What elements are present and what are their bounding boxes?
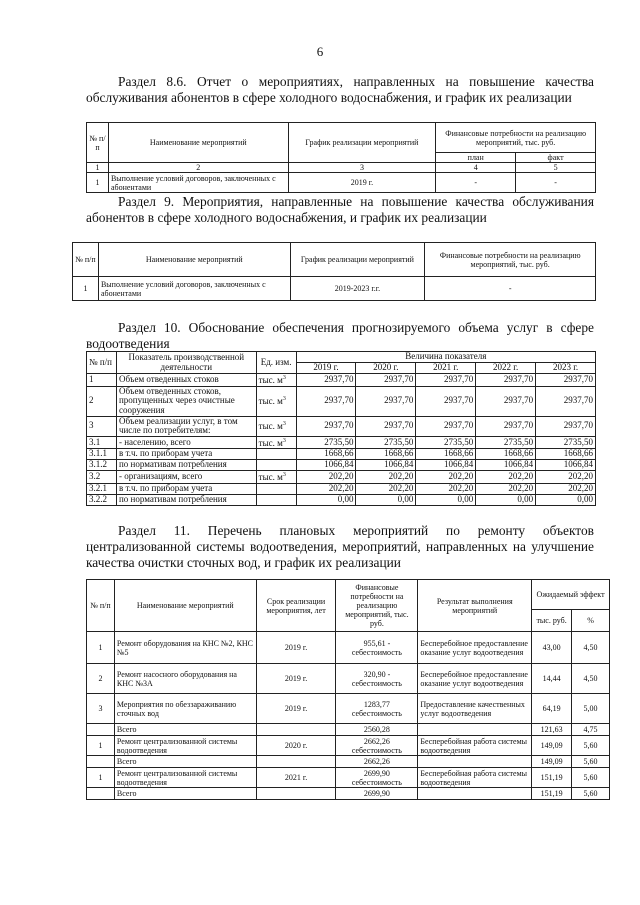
cell-result <box>418 756 532 768</box>
col-number: 2 <box>108 163 288 173</box>
table-row <box>87 460 596 471</box>
col-number: 1 <box>87 163 109 173</box>
cell-finance: 2662,26 себестоимость <box>336 736 418 756</box>
cell-term: 2019 г. <box>256 694 336 724</box>
cell-num: 1 <box>73 277 99 301</box>
table-row <box>87 736 610 756</box>
cell-name: Всего <box>114 724 256 736</box>
cell-value: 1668,66 <box>536 449 596 460</box>
cell-value: 2937,70 <box>416 374 476 387</box>
header-name: Наименование мероприятий <box>114 580 256 632</box>
cell-unit: тыс. $м^3$ <box>256 436 296 449</box>
header-plan: план <box>436 153 516 163</box>
cell-num: 3.2.2 <box>87 494 117 505</box>
cell-plan: - <box>436 173 516 193</box>
cell-finance: 2699,90 себестоимость <box>336 768 418 788</box>
cell-unit <box>256 494 296 505</box>
cell-value: 1066,84 <box>416 460 476 471</box>
table-row <box>87 386 596 416</box>
cell-finance: 2560,28 <box>336 724 418 736</box>
cell-effect-rub: 121,63 <box>532 724 572 736</box>
cell-term <box>256 756 336 768</box>
cell-effect-rub: 43,00 <box>532 632 572 664</box>
header-num: № п/п <box>73 243 99 277</box>
cell-unit <box>256 460 296 471</box>
cell-value: 1668,66 <box>356 449 416 460</box>
table-row <box>87 694 610 724</box>
cell-value: 202,20 <box>476 471 536 484</box>
table-section-10 <box>86 351 596 506</box>
cell-num: 3 <box>87 416 117 436</box>
cell-name: Ремонт оборудования на КНС №2, КНС №5 <box>114 632 256 664</box>
cell-value: 202,20 <box>416 471 476 484</box>
cell-value: 1066,84 <box>536 460 596 471</box>
cell-name: Всего <box>114 788 256 800</box>
cell-name: Выполнение условий договоров, заключенных с абонентами <box>108 173 288 193</box>
cell-value: 2937,70 <box>476 374 536 387</box>
header-name: Наименование мероприятий <box>108 123 288 163</box>
cell-indicator: - организациям, всего <box>116 471 256 484</box>
cell-num: 1 <box>87 173 109 193</box>
table-row <box>87 483 596 494</box>
cell-value: 2937,70 <box>536 386 596 416</box>
header-num: № п/п <box>87 123 109 163</box>
header-schedule: График реализации мероприятий <box>288 123 436 163</box>
table-row <box>87 436 596 449</box>
cell-value: 2937,70 <box>296 386 356 416</box>
cell-finance: 2662,26 <box>336 756 418 768</box>
cell-effect-rub: 14,44 <box>532 664 572 694</box>
cell-indicator: в т.ч. по приборам учета <box>116 449 256 460</box>
cell-effect-pct: 5,60 <box>572 756 610 768</box>
header-num: № п/п <box>87 352 117 374</box>
cell-result: Бесперебойная работа системы водоотведения <box>418 736 532 756</box>
cell-result: Бесперебойное предоставление оказание услуг водоотведения <box>418 632 532 664</box>
cell-unit: тыс. $м^3$ <box>256 471 296 484</box>
table-row <box>87 788 610 800</box>
cell-num: 1 <box>87 736 115 756</box>
table-row <box>87 664 610 694</box>
cell-value: 0,00 <box>536 494 596 505</box>
cell-unit: тыс. $м^3$ <box>256 374 296 387</box>
table-row <box>73 277 596 301</box>
cell-value: 2937,70 <box>296 416 356 436</box>
cell-value: 2937,70 <box>416 416 476 436</box>
cell-value: 202,20 <box>536 483 596 494</box>
cell-effect-rub: 149,09 <box>532 756 572 768</box>
cell-term: 2021 г. <box>256 768 336 788</box>
cell-value: 0,00 <box>356 494 416 505</box>
cell-name: Всего <box>114 756 256 768</box>
col-number: 3 <box>288 163 436 173</box>
table-row <box>87 374 596 387</box>
header-name: Наименование мероприятий <box>98 243 290 277</box>
cell-effect-pct: 5,00 <box>572 694 610 724</box>
cell-value: 2735,50 <box>296 436 356 449</box>
cell-term: 2020 г. <box>256 736 336 756</box>
cell-value: 202,20 <box>356 471 416 484</box>
cell-value: 1066,84 <box>356 460 416 471</box>
cell-value: 202,20 <box>416 483 476 494</box>
table-section-9 <box>72 242 596 301</box>
cell-schedule: 2019-2023 г.г. <box>290 277 425 301</box>
cell-value: 1066,84 <box>296 460 356 471</box>
cell-effect-pct: 5,60 <box>572 788 610 800</box>
table-row <box>87 449 596 460</box>
header-indicator: Показатель производственной деятельности <box>116 352 256 374</box>
cell-term: 2019 г. <box>256 632 336 664</box>
cell-effect-rub: 151,19 <box>532 768 572 788</box>
cell-indicator: в т.ч. по приборам учета <box>116 483 256 494</box>
cell-finance: 1283,77 себестоимость <box>336 694 418 724</box>
table-row <box>87 768 610 788</box>
cell-finance: 955,61 - себестоимость <box>336 632 418 664</box>
cell-finance: 2699,90 <box>336 788 418 800</box>
section-9-heading: Раздел 9. Мероприятия, направленные на повышение качества обслуживания абонентов в сфере холодного водоснабжения, и график их реализации <box>86 194 594 225</box>
cell-effect-pct: 4,50 <box>572 632 610 664</box>
cell-effect-rub: 151,19 <box>532 788 572 800</box>
cell-result: Бесперебойная работа системы водоотведения <box>418 768 532 788</box>
cell-num <box>87 756 115 768</box>
cell-num: 3.2 <box>87 471 117 484</box>
header-year: 2022 г. <box>476 363 536 374</box>
cell-value: 2735,50 <box>536 436 596 449</box>
table-row <box>87 632 610 664</box>
cell-effect-pct: 4,50 <box>572 664 610 694</box>
header-unit: Ед. изм. <box>256 352 296 374</box>
cell-schedule: 2019 г. <box>288 173 436 193</box>
header-effect-rub: тыс. руб. <box>532 610 572 632</box>
header-year: 2021 г. <box>416 363 476 374</box>
cell-value: 2937,70 <box>536 416 596 436</box>
cell-effect-pct: 5,60 <box>572 736 610 756</box>
header-finance: Финансовые потребности на реализацию мероприятий, тыс. руб. <box>336 580 418 632</box>
header-fact: факт <box>516 153 596 163</box>
cell-value: 202,20 <box>296 471 356 484</box>
cell-value: 1066,84 <box>476 460 536 471</box>
table-row <box>87 416 596 436</box>
cell-num: 2 <box>87 664 115 694</box>
cell-value: 2937,70 <box>416 386 476 416</box>
header-num: № п/п <box>87 580 115 632</box>
cell-result: Бесперебойное предоставление оказание услуг водоотведения <box>418 664 532 694</box>
cell-unit <box>256 483 296 494</box>
page-number: 6 <box>316 44 324 59</box>
cell-name: Ремонт централизованной системы водоотведения <box>114 736 256 756</box>
section-11-heading: Раздел 11. Перечень плановых мероприятий по ремонту объектов централизованной системы водоотведения, мероприятий, направленных на улучшение качества очистки сточных вод, и график их реализации <box>86 523 594 570</box>
cell-indicator: по нормативам потребления <box>116 460 256 471</box>
cell-value: 2937,70 <box>476 416 536 436</box>
cell-num: 3.1.1 <box>87 449 117 460</box>
cell-value: 2735,50 <box>476 436 536 449</box>
cell-value: 2937,70 <box>356 416 416 436</box>
cell-result <box>418 788 532 800</box>
cell-num: 3 <box>87 694 115 724</box>
cell-indicator: Объем отведенных стоков <box>116 374 256 387</box>
cell-value: 2937,70 <box>296 374 356 387</box>
section-8-6-heading: Раздел 8.6. Отчет о мероприятиях, направленных на повышение качества обслуживания абонентов в сфере холодного водоснабжения, и график их реализации <box>86 74 594 105</box>
cell-num: 1 <box>87 374 117 387</box>
cell-indicator: по нормативам потребления <box>116 494 256 505</box>
cell-num: 3.2.1 <box>87 483 117 494</box>
cell-term: 2019 г. <box>256 664 336 694</box>
cell-unit: тыс. $м^3$ <box>256 416 296 436</box>
cell-name: Выполнение условий договоров, заключенных с абонентами <box>98 277 290 301</box>
header-schedule: График реализации мероприятий <box>290 243 425 277</box>
table-row <box>87 471 596 484</box>
cell-finance: 320,90 - себестоимость <box>336 664 418 694</box>
cell-indicator: Объем отведенных стоков, пропущенных через очистные сооружения <box>116 386 256 416</box>
cell-effect-pct: 4,75 <box>572 724 610 736</box>
header-effect: Ожидаемый эффект <box>532 580 610 610</box>
table-section-8-6 <box>86 122 596 193</box>
cell-value: 2735,50 <box>416 436 476 449</box>
cell-indicator: - населению, всего <box>116 436 256 449</box>
col-number: 4 <box>436 163 516 173</box>
cell-num: 2 <box>87 386 117 416</box>
table-row <box>87 494 596 505</box>
cell-value: 2937,70 <box>536 374 596 387</box>
header-value: Величина показателя <box>296 352 595 363</box>
cell-num: 3.1.2 <box>87 460 117 471</box>
table-row <box>87 173 596 193</box>
header-result: Результат выполнения мероприятий <box>418 580 532 632</box>
cell-value: 2937,70 <box>356 374 416 387</box>
cell-finance: - <box>425 277 596 301</box>
cell-num <box>87 788 115 800</box>
cell-fact: - <box>516 173 596 193</box>
cell-value: 0,00 <box>296 494 356 505</box>
section-10-heading: Раздел 10. Обоснование обеспечения прогнозируемого объема услуг в сфере водоотведения <box>86 320 594 351</box>
header-year: 2019 г. <box>296 363 356 374</box>
cell-name: Мероприятия по обеззараживанию сточных вод <box>114 694 256 724</box>
cell-effect-rub: 64,19 <box>532 694 572 724</box>
table-row <box>87 724 610 736</box>
cell-num: 3.1 <box>87 436 117 449</box>
cell-term <box>256 788 336 800</box>
cell-result: Предоставление качественных услуг водоотведения <box>418 694 532 724</box>
header-effect-pct: % <box>572 610 610 632</box>
header-finance: Финансовые потребности на реализацию мероприятий, тыс. руб. <box>425 243 596 277</box>
cell-value: 202,20 <box>296 483 356 494</box>
cell-value: 1668,66 <box>296 449 356 460</box>
cell-value: 1668,66 <box>416 449 476 460</box>
cell-effect-rub: 149,09 <box>532 736 572 756</box>
header-year: 2020 г. <box>356 363 416 374</box>
header-year: 2023 г. <box>536 363 596 374</box>
cell-name: Ремонт насосного оборудования на КНС №3А <box>114 664 256 694</box>
cell-value: 202,20 <box>476 483 536 494</box>
cell-num: 1 <box>87 768 115 788</box>
cell-value: 0,00 <box>416 494 476 505</box>
cell-result <box>418 724 532 736</box>
table-section-11 <box>86 579 610 800</box>
cell-value: 2937,70 <box>476 386 536 416</box>
cell-effect-pct: 5,60 <box>572 768 610 788</box>
cell-value: 1668,66 <box>476 449 536 460</box>
cell-term <box>256 724 336 736</box>
header-term: Срок реализации мероприятия, лет <box>256 580 336 632</box>
cell-value: 0,00 <box>476 494 536 505</box>
cell-num: 1 <box>87 632 115 664</box>
cell-unit <box>256 449 296 460</box>
cell-unit: тыс. $м^3$ <box>256 386 296 416</box>
cell-value: 202,20 <box>536 471 596 484</box>
cell-value: 2735,50 <box>356 436 416 449</box>
cell-value: 202,20 <box>356 483 416 494</box>
cell-name: Ремонт централизованной системы водоотведения <box>114 768 256 788</box>
header-finance: Финансовые потребности на реализацию мероприятий, тыс. руб. <box>436 123 596 153</box>
cell-value: 2937,70 <box>356 386 416 416</box>
col-number: 5 <box>516 163 596 173</box>
cell-num <box>87 724 115 736</box>
table-row <box>87 756 610 768</box>
cell-indicator: Объем реализации услуг, в том числе по потребителям: <box>116 416 256 436</box>
